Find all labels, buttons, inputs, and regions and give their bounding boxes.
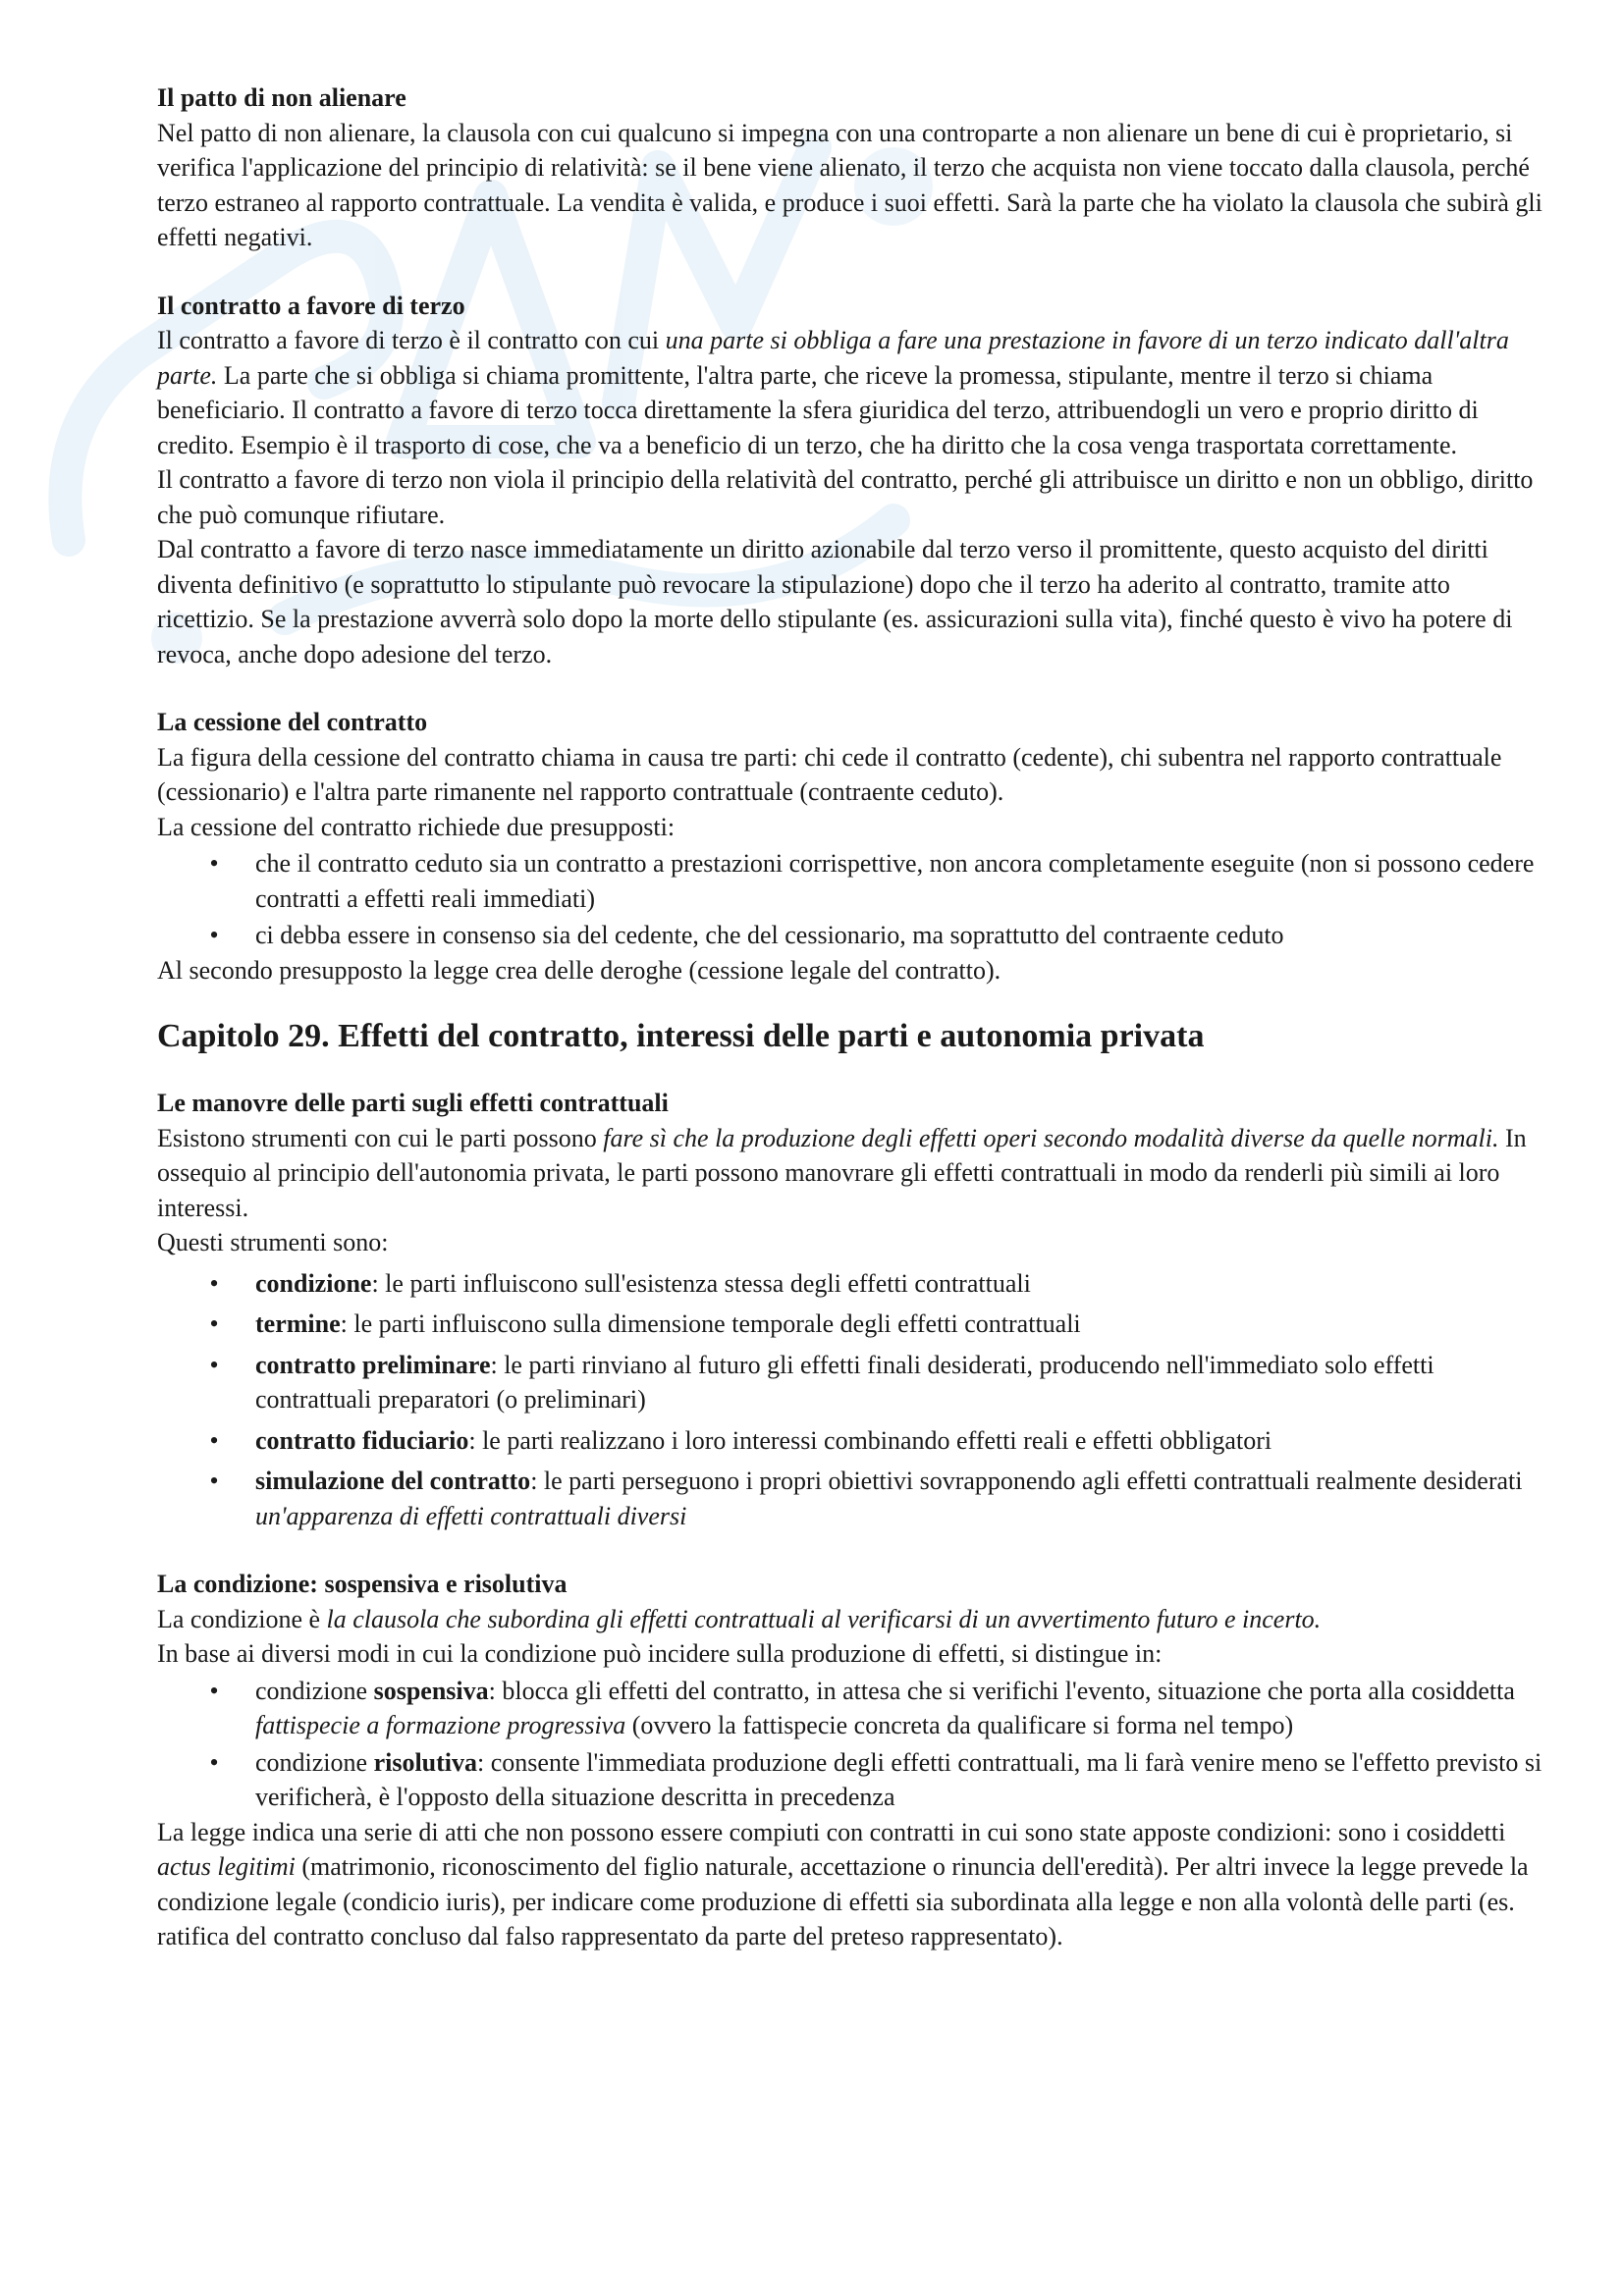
bullet-glyph: • bbox=[209, 1425, 219, 1455]
list-item-term: risolutiva bbox=[373, 1747, 478, 1777]
text-run: : consente l'immediata produzione degli effetti contrattuali, ma li farà venire meno se l'effetto previsto si verificherà, è l'opposto della situazione descritta in precedenza bbox=[255, 1747, 1542, 1811]
list-item-italic: fattispecie a formazione progressiva bbox=[255, 1711, 626, 1739]
section-heading-cessione: La cessione del contratto bbox=[157, 708, 428, 736]
text-run: (ovvero la fattispecie concreta da qualificare si forma nel tempo) bbox=[625, 1711, 1294, 1739]
list-item bbox=[157, 1674, 1551, 1743]
paragraph-cessione-2: La cessione del contratto richiede due presupposti: bbox=[157, 812, 676, 841]
list-item bbox=[157, 918, 1551, 953]
bullet-glyph: • bbox=[209, 849, 219, 878]
bullet-glyph: • bbox=[209, 1350, 219, 1379]
text-run: condizione bbox=[255, 1747, 374, 1777]
section-heading-favore-terzo: Il contratto a favore di terzo bbox=[157, 291, 465, 320]
text-run: In ossequio al principio dell'autonomia privata, le parti possono manovrare gli effetti contrattuali in modo da renderli più simili ai loro interessi. bbox=[157, 1123, 1527, 1222]
list-item-text: : le parti realizzano i loro interessi combinando effetti reali e effetti obbligatori bbox=[468, 1425, 1272, 1455]
bullet-glyph: • bbox=[209, 1747, 219, 1777]
text-run: : blocca gli effetti del contratto, in attesa che si verifichi l'evento, situazione che porta alla cosiddetta bbox=[488, 1676, 1515, 1705]
list-item-text: : le parti influiscono sulla dimensione temporale degli effetti contrattuali bbox=[340, 1309, 1081, 1338]
list-item-italic: un'apparenza di effetti contrattuali diversi bbox=[255, 1501, 687, 1530]
document-page bbox=[157, 80, 1551, 1954]
list-item-text: che il contratto ceduto sia un contratto a prestazioni corrispettive, non ancora completamente eseguite (non si possono cedere contratti a effetti reali immediati) bbox=[255, 849, 1535, 913]
text-run: Esistono strumenti con cui le parti possono bbox=[157, 1123, 604, 1152]
paragraph-favore-terzo-1 bbox=[157, 323, 1551, 462]
list-item-text: : le parti perseguono i propri obiettivi sovrapponendo agli effetti contrattuali realmente desiderati bbox=[530, 1467, 1523, 1495]
list-item-term: termine bbox=[255, 1309, 341, 1338]
list-item-term: sospensiva bbox=[373, 1676, 489, 1705]
list-item-term: contratto fiduciario bbox=[255, 1425, 469, 1455]
paragraph-condizione-1 bbox=[157, 1602, 1551, 1637]
section-heading-condizione: La condizione: sospensiva e risolutiva bbox=[157, 1570, 568, 1598]
list-presupposti bbox=[157, 846, 1551, 953]
text-run: Il contratto a favore di terzo è il contratto con cui bbox=[157, 326, 666, 354]
list-strumenti bbox=[157, 1266, 1551, 1534]
bullet-glyph: • bbox=[209, 1268, 219, 1298]
list-item-text: : le parti rinviano al futuro gli effetti finali desiderati, producendo nell'immediato solo effetti contrattuali preparatori (o preliminari) bbox=[255, 1350, 1434, 1414]
text-run: condizione bbox=[255, 1676, 374, 1705]
italic-definition: fare sì che la produzione degli effetti operi secondo modalità diverse da quelle normali. bbox=[603, 1123, 1499, 1152]
bullet-glyph: • bbox=[209, 921, 219, 949]
section-heading-patto: Il patto di non alienare bbox=[157, 83, 406, 112]
paragraph-manovre-1 bbox=[157, 1121, 1551, 1226]
italic-definition: la clausola che subordina gli effetti contrattuali al verificarsi di un avvertimento futuro e incerto. bbox=[326, 1604, 1322, 1633]
list-tipi-condizione bbox=[157, 1674, 1551, 1815]
list-item bbox=[157, 846, 1551, 916]
list-item bbox=[157, 1464, 1551, 1533]
text-run: (matrimonio, riconoscimento del figlio naturale, accettazione o rinuncia dell'eredità). Per altri invece la legge prevede la condizione legale (condicio iuris), per indicare come produzione di effetti sia subordinata alla legge e non alla volontà delle parti (es. ratifica del contratto concluso dal falso rappresentato da parte del preteso rappresentato). bbox=[157, 1852, 1529, 1950]
list-item bbox=[157, 1348, 1551, 1417]
list-item bbox=[157, 1266, 1551, 1302]
chapter-title: Capitolo 29. Effetti del contratto, interessi delle parti e autonomia privata bbox=[157, 1018, 1205, 1054]
text-run: La condizione è bbox=[157, 1604, 327, 1633]
paragraph-cessione-3: Al secondo presupposto la legge crea delle deroghe (cessione legale del contratto). bbox=[157, 955, 1001, 985]
paragraph-favore-terzo-3: Dal contratto a favore di terzo nasce immediatamente un diritto azionabile dal terzo verso il promittente, questo acquisto del diritti diventa definitivo (e soprattutto lo stipulante può revocare la stipulazione) dopo che il terzo ha aderito al contratto, tramite atto ricettizio. Se la prestazione avverrà solo dopo la morte dello stipulante (es. assicurazioni sulla vita), finché questo è vivo ha potere di revoca, anche dopo adesione del terzo. bbox=[157, 535, 1513, 668]
list-item-text: : le parti influiscono sull'esistenza stessa degli effetti contrattuali bbox=[371, 1268, 1031, 1298]
text-run: La parte che si obbliga si chiama promittente, l'altra parte, che riceve la promessa, stipulante, mentre il terzo si chiama beneficiario. Il contratto a favore di terzo tocca direttamente la sfera giuridica del terzo, attribuendogli un vero e proprio diritto di credito. Esempio è il trasporto di cose, che va a beneficio di un terzo, che ha diritto che la cosa venga trasportata correttamente. bbox=[157, 360, 1479, 459]
list-item bbox=[157, 1745, 1551, 1815]
paragraph-patto: Nel patto di non alienare, la clausola con cui qualcuno si impegna con una controparte a non alienare un bene di cui è proprietario, si verifica l'applicazione del principio di relatività: se il bene viene alienato, il terzo che acquista non viene toccato dalla clausola, perché terzo estraneo al rapporto contrattuale. La vendita è valida, e produce i suoi effetti. Sarà la parte che ha violato la clausola che subirà gli effetti negativi. bbox=[157, 118, 1542, 251]
list-item-term: contratto preliminare bbox=[255, 1350, 491, 1379]
paragraph-condizione-2: In base ai diversi modi in cui la condizione può incidere sulla produzione di effetti, si distingue in: bbox=[157, 1639, 1163, 1668]
list-item-term: condizione bbox=[255, 1268, 372, 1298]
bullet-glyph: • bbox=[209, 1676, 219, 1705]
paragraph-manovre-2: Questi strumenti sono: bbox=[157, 1228, 389, 1256]
bullet-glyph: • bbox=[209, 1309, 219, 1338]
list-item bbox=[157, 1423, 1551, 1459]
list-item bbox=[157, 1307, 1551, 1342]
paragraph-condizione-3 bbox=[157, 1815, 1551, 1954]
text-run: La legge indica una serie di atti che non possono essere compiuti con contratti in cui sono state apposte condizioni: sono i cosiddetti bbox=[157, 1817, 1506, 1846]
list-item-text: ci debba essere in consenso sia del cedente, che del cessionario, ma soprattutto del contraente ceduto bbox=[255, 921, 1284, 949]
bullet-glyph: • bbox=[209, 1467, 219, 1495]
paragraph-favore-terzo-2: Il contratto a favore di terzo non viola il principio della relatività del contratto, perché gli attribuisce un diritto e non un obbligo, diritto che può comunque rifiutare. bbox=[157, 465, 1534, 529]
section-heading-manovre: Le manovre delle parti sugli effetti contrattuali bbox=[157, 1089, 669, 1117]
italic-definition: una parte si obbliga a fare una prestazione in favore di un terzo indicato dall'altra parte. bbox=[157, 326, 1509, 390]
list-item-term: simulazione del contratto bbox=[255, 1467, 531, 1495]
paragraph-cessione-1: La figura della cessione del contratto chiama in causa tre parti: chi cede il contratto (cedente), chi subentra nel rapporto contrattuale (cessionario) e l'altra parte rimanente nel rapporto contrattuale (contraente ceduto). bbox=[157, 742, 1502, 806]
italic-term: actus legitimi bbox=[157, 1852, 296, 1881]
